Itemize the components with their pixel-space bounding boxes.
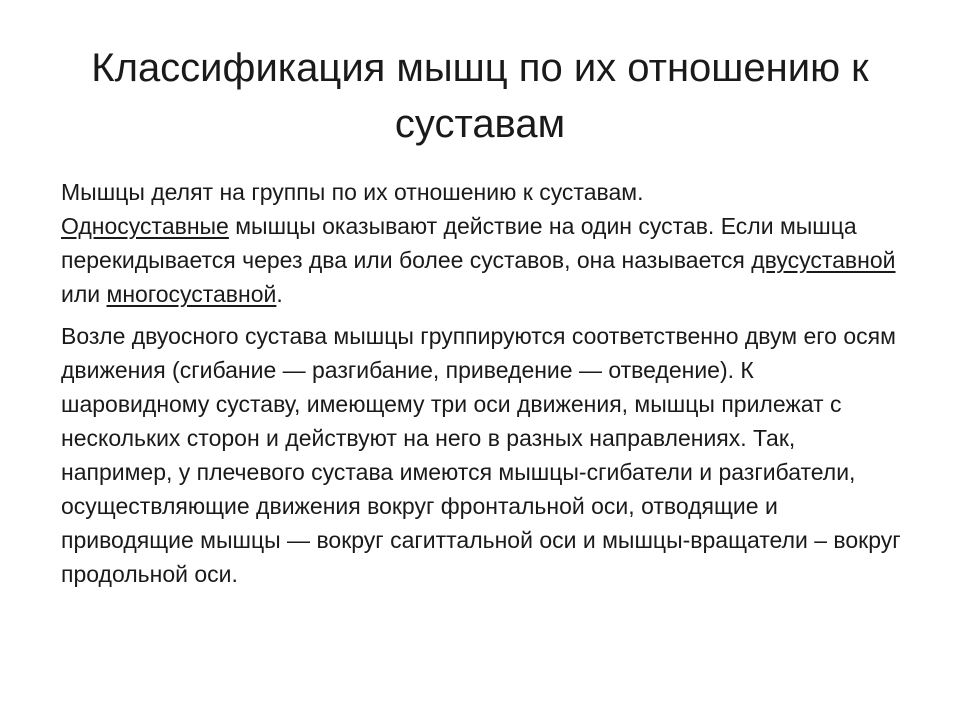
paragraph-intro: Мышцы делят на группы по их отношению к суставам. <box>61 179 644 205</box>
paragraph-connector: или <box>61 281 107 307</box>
paragraph-axes: Возле двуосного сустава мышцы группируются соответственно двум его осям движения (сгибание — разгибание, приведение — отведение). К шаровидному суставу, имеющему три оси движения, мышцы прилежат с нескольких сторон и действуют на него в разных направлениях. Так, например, у плечевого сустава имеются мышцы-сгибатели и разгибатели, осуществляющие движения вокруг фронтальной оси, отводящие и приводящие мышцы — вокруг сагиттальной оси и мышцы-вращатели – вокруг продольной оси. <box>61 323 901 587</box>
slide-body <box>61 175 901 591</box>
term-one-joint: Односуставные <box>61 213 229 239</box>
slide-title: Классификация мышц по их отношению к суставам <box>91 46 869 146</box>
term-two-joint: двусуставной <box>751 247 896 273</box>
paragraph-joint-groups <box>61 175 901 311</box>
paragraph-end: . <box>276 281 283 307</box>
term-multi-joint: многосуставной <box>106 281 277 307</box>
paragraph-one-joint-text: мышцы оказывают действие на один сустав. Если мышца перекидывается через два или более суставов, она называется <box>61 213 857 273</box>
